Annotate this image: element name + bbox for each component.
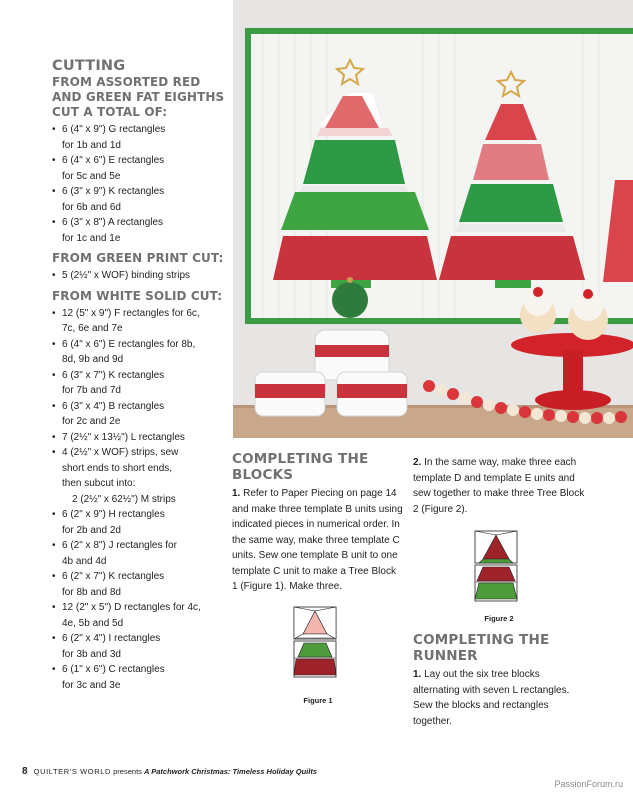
cutting-item [52,430,227,446]
cutting-item-continuation: for 8b and 8d [62,586,121,598]
cutting-item-text: 6 (2" x 8") J rectangles for [62,540,177,551]
cutting-item-text: 6 (1" x 6") C rectangles [62,664,165,675]
step-1-number: 1. [232,488,241,499]
cutting-item [52,368,227,399]
completing-blocks-heading: COMPLETING THE BLOCKS [232,451,369,483]
cutting-item [52,445,227,507]
figure-1-caption: Figure 1 [303,695,333,705]
step-2-text: In the same way, make three each template D and template E units and sew together to make three Tree Block 2 (Figure 2). [413,457,585,515]
cutting-item-continuation: for 5c and 5e [62,170,121,182]
cutting-column [52,58,227,696]
cutting-item-text: 6 (2" x 4") I rectangles [62,633,161,644]
cutting-item-text: 7 (2½" x 13½") L rectangles [62,431,185,443]
cutting-item [52,569,227,600]
cutting-item [52,538,227,569]
cutting-list [52,122,227,246]
cutting-item [52,306,227,337]
cutting-item-continuation: then subcut into: [62,478,136,489]
quilt-photo [233,0,633,438]
completing-runner-heading: COMPLETING THE RUNNER [413,632,550,664]
cutting-item-continuation: 8d, 9b and 9d [62,354,124,365]
cutting-item-continuation: for 7b and 7d [62,385,121,396]
right-column [413,455,585,729]
photo-illustration [233,0,633,438]
cutting-item-continuation: for 3c and 3e [62,679,121,691]
cutting-item-continuation: for 6b and 6d [62,201,121,213]
step-1-text: Refer to Paper Piecing on page 14 and make three template B units using indicated pieces in numerical order. In the same way, make three template C units. Sew one template B unit to one template C unit to make a Tree Block 1 (Figure 1). Make three. [232,488,403,592]
page-footer [22,766,317,777]
cutting-item-continuation: short ends to short ends, [62,462,173,474]
cutting-item [52,600,227,631]
cutting-item [52,507,227,538]
figure-2 [413,529,585,623]
cutting-item [52,662,227,693]
cutting-title: CUTTING [52,58,126,74]
runner-step-1-number: 1. [413,669,422,680]
cutting-item [52,184,227,215]
figure-1 [232,603,404,705]
cutting-item [52,631,227,662]
cutting-item [52,399,227,430]
cutting-item [52,153,227,184]
cutting-sections [52,75,227,693]
cutting-item-continuation: for 1c and 1e [62,232,121,244]
cutting-item-continuation: for 1b and 1d [62,139,121,151]
cutting-item-text: 12 (5" x 9") F rectangles for 6c, [62,307,200,319]
cutting-item-continuation: for 3b and 3d [62,648,121,660]
cutting-item-text: 6 (2" x 9") H rectangles [62,509,165,520]
cutting-item-text: 12 (2" x 5") D rectangles for 4c, [62,602,201,613]
cutting-item-text: 6 (3" x 9") K rectangles [62,186,165,197]
cutting-item-continuation: 4b and 4d [62,555,107,567]
figure-2-caption: Figure 2 [484,614,514,623]
cutting-item [52,337,227,368]
step-2-number: 2. [413,457,422,468]
cutting-item-text: 6 (3" x 4") B rectangles [62,400,165,412]
footer-book-title: A Patchwork Christmas: Timeless Holiday Quilts [144,767,317,776]
cutting-item [52,122,227,153]
cutting-item-continuation: for 2c and 2e [62,416,121,427]
cutting-item-text: 6 (3" x 7") K rectangles [62,369,165,381]
figure-2-diagram [413,529,585,609]
footer-brand: QUILTER'S WORLD [33,767,112,776]
cutting-item-text: 6 (4" x 6") E rectangles for 8b, [62,338,196,350]
cutting-item [52,268,227,284]
runner-step-1-text: Lay out the six tree blocks alternating with seven L rectangles. Sew the blocks and rectangles together. [413,669,570,727]
cutting-item-text: 5 (2½" x WOF) binding strips [62,270,191,281]
cutting-section-heading: FROM GREEN PRINT CUT: [52,251,224,265]
cutting-item-text: 4 (2½" x WOF) strips, sew [62,447,179,458]
cutting-item [52,215,227,246]
cutting-section-heading: FROM WHITE SOLID CUT: [52,288,223,303]
page-number: 8 [22,766,28,777]
figure-1-diagram [232,603,404,691]
watermark: PassionForum.ru [554,779,623,789]
cutting-item-text: 6 (4" x 9") G rectangles [62,124,166,135]
step-1-paragraph [232,486,404,595]
footer-presents: presents [113,767,142,776]
cutting-item-continuation: 7c, 6e and 7e [62,323,123,334]
cutting-item-continuation: 2 (2½" x 62½") M strips [72,493,176,505]
cutting-list [52,306,227,694]
cutting-item-continuation: 4e, 5b and 5d [62,617,124,629]
cutting-item-continuation: for 2b and 2d [62,524,121,536]
runner-step-1-paragraph [413,667,585,729]
step-2-paragraph [413,455,585,517]
cutting-item-text: 6 (2" x 7") K rectangles [62,571,165,582]
cutting-item-text: 6 (3" x 8") A rectangles [62,217,164,228]
cutting-list [52,268,227,284]
cutting-item-text: 6 (4" x 6") E rectangles [62,155,165,166]
completing-blocks-column [232,452,404,705]
cutting-section-heading: FROM ASSORTED RED AND GREEN FAT EIGHTHS CUT A TOTAL OF: [52,75,225,119]
